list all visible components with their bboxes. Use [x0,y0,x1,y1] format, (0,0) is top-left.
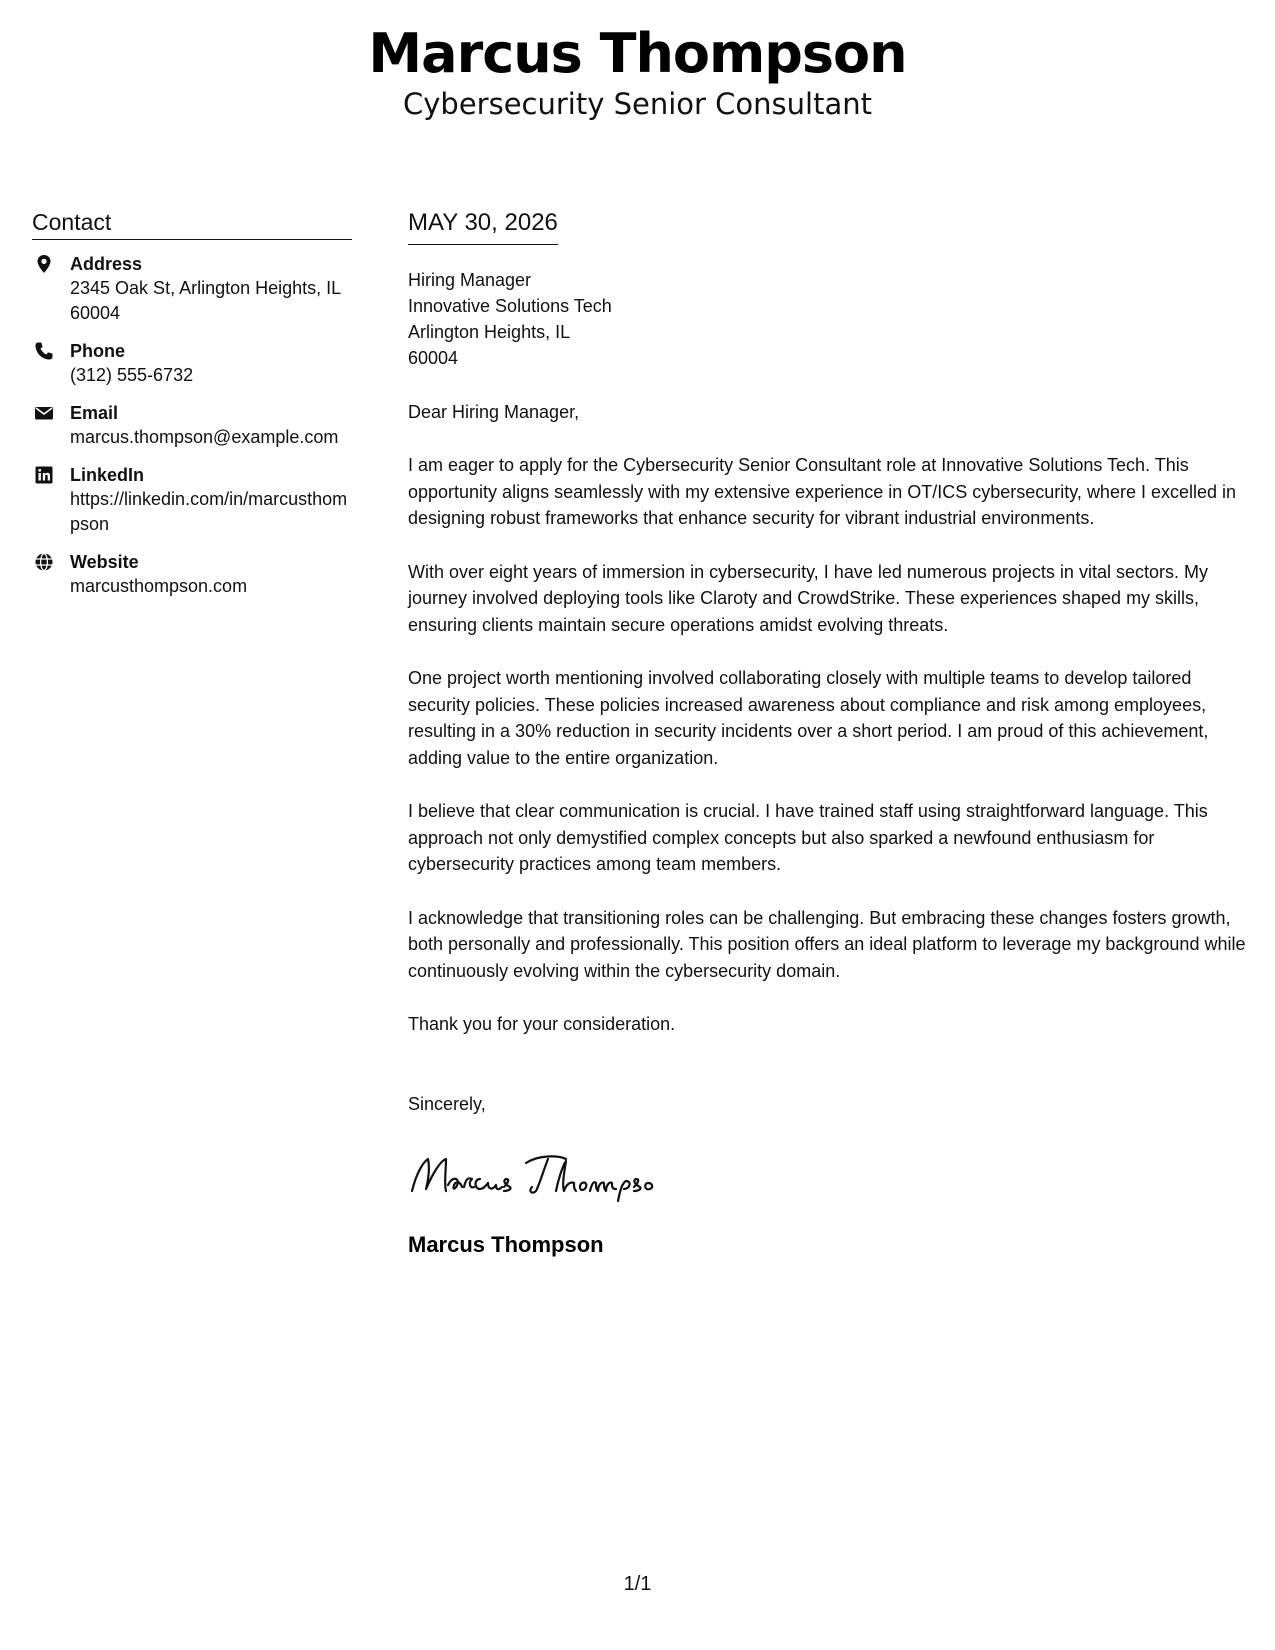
contact-sidebar [32,208,352,612]
contact-heading: Contact [32,208,352,240]
contact-list [32,252,352,599]
signer-name: Marcus Thompson [408,1231,604,1257]
contact-value: marcusthompson.com [70,576,248,596]
body-paragraph: With over eight years of immersion in cybersecurity, I have led numerous projects in vital sectors. My journey involved deploying tools like Claroty and CrowdStrike. These experiences shaped my skills, ensuring clients maintain secure operations amidst evolving threats. [408,561,1208,635]
recipient-line: Hiring Manager [408,270,532,290]
date-block [408,208,558,245]
body-paragraph: One project worth mentioning involved collaborating closely with multiple teams to develop tailored security policies. These policies increased awareness about compliance and risk among employees, resulting in a 30% reduction in security incidents over a short period. I am proud of this achievement, adding value to the entire organization. [408,668,1209,768]
closing: Sincerely, [408,1093,486,1114]
page-number: 1/1 [623,1573,652,1595]
applicant-name: Marcus Thompson [368,22,907,85]
letter-header [0,22,1275,122]
body-paragraph: Thank you for your consideration. [408,1014,676,1034]
contact-item-address [32,252,352,326]
recipient-line: Arlington Heights, IL [408,322,571,342]
letter-body [408,208,1248,1259]
contact-label: Address [70,254,143,274]
email-icon [34,403,54,423]
contact-item-website [32,550,352,599]
contact-value: (312) 555-6732 [70,365,194,385]
applicant-title: Cybersecurity Senior Consultant [403,87,872,121]
contact-label: Website [70,552,139,572]
handwritten-signature [408,1145,668,1207]
recipient-line: 60004 [408,348,459,368]
contact-value: https://linkedin.com/in/marcusthompson [70,489,348,534]
contact-label: LinkedIn [70,465,145,485]
body-paragraph: I am eager to apply for the Cybersecurity Senior Consultant role at Innovative Solutions Tech. This opportunity aligns seamlessly with my extensive experience in OT/ICS cybersecurity, where I excelled in designing robust frameworks that enhance security for vibrant industrial environments. [408,455,1237,528]
salutation: Dear Hiring Manager, [408,402,580,422]
contact-value: marcus.thompson@example.com [70,427,339,447]
recipient-block [408,267,1248,371]
phone-icon [34,341,54,361]
recipient-line: Innovative Solutions Tech [408,296,612,316]
contact-label: Email [70,403,119,423]
body-paragraph: I acknowledge that transitioning roles can be challenging. But embracing these changes fosters growth, both personally and professionally. This position offers an ideal platform to leverage my background while continuously evolving within the cybersecurity domain. [408,907,1246,981]
contact-item-phone [32,339,352,388]
contact-value: 2345 Oak St, Arlington Heights, IL 60004 [70,278,341,323]
contact-item-email [32,401,352,450]
linkedin-icon [34,465,54,485]
contact-label: Phone [70,341,126,361]
letter-date: MAY 30, 2026 [408,209,558,236]
globe-icon [34,552,54,572]
contact-item-linkedin [32,463,352,537]
body-paragraph: I believe that clear communication is crucial. I have trained staff using straightforward language. This approach not only demystified complex concepts but also sparked a newfound enthusiasm for cybersecurity practices among team members. [408,801,1208,874]
location-pin-icon [34,254,54,274]
